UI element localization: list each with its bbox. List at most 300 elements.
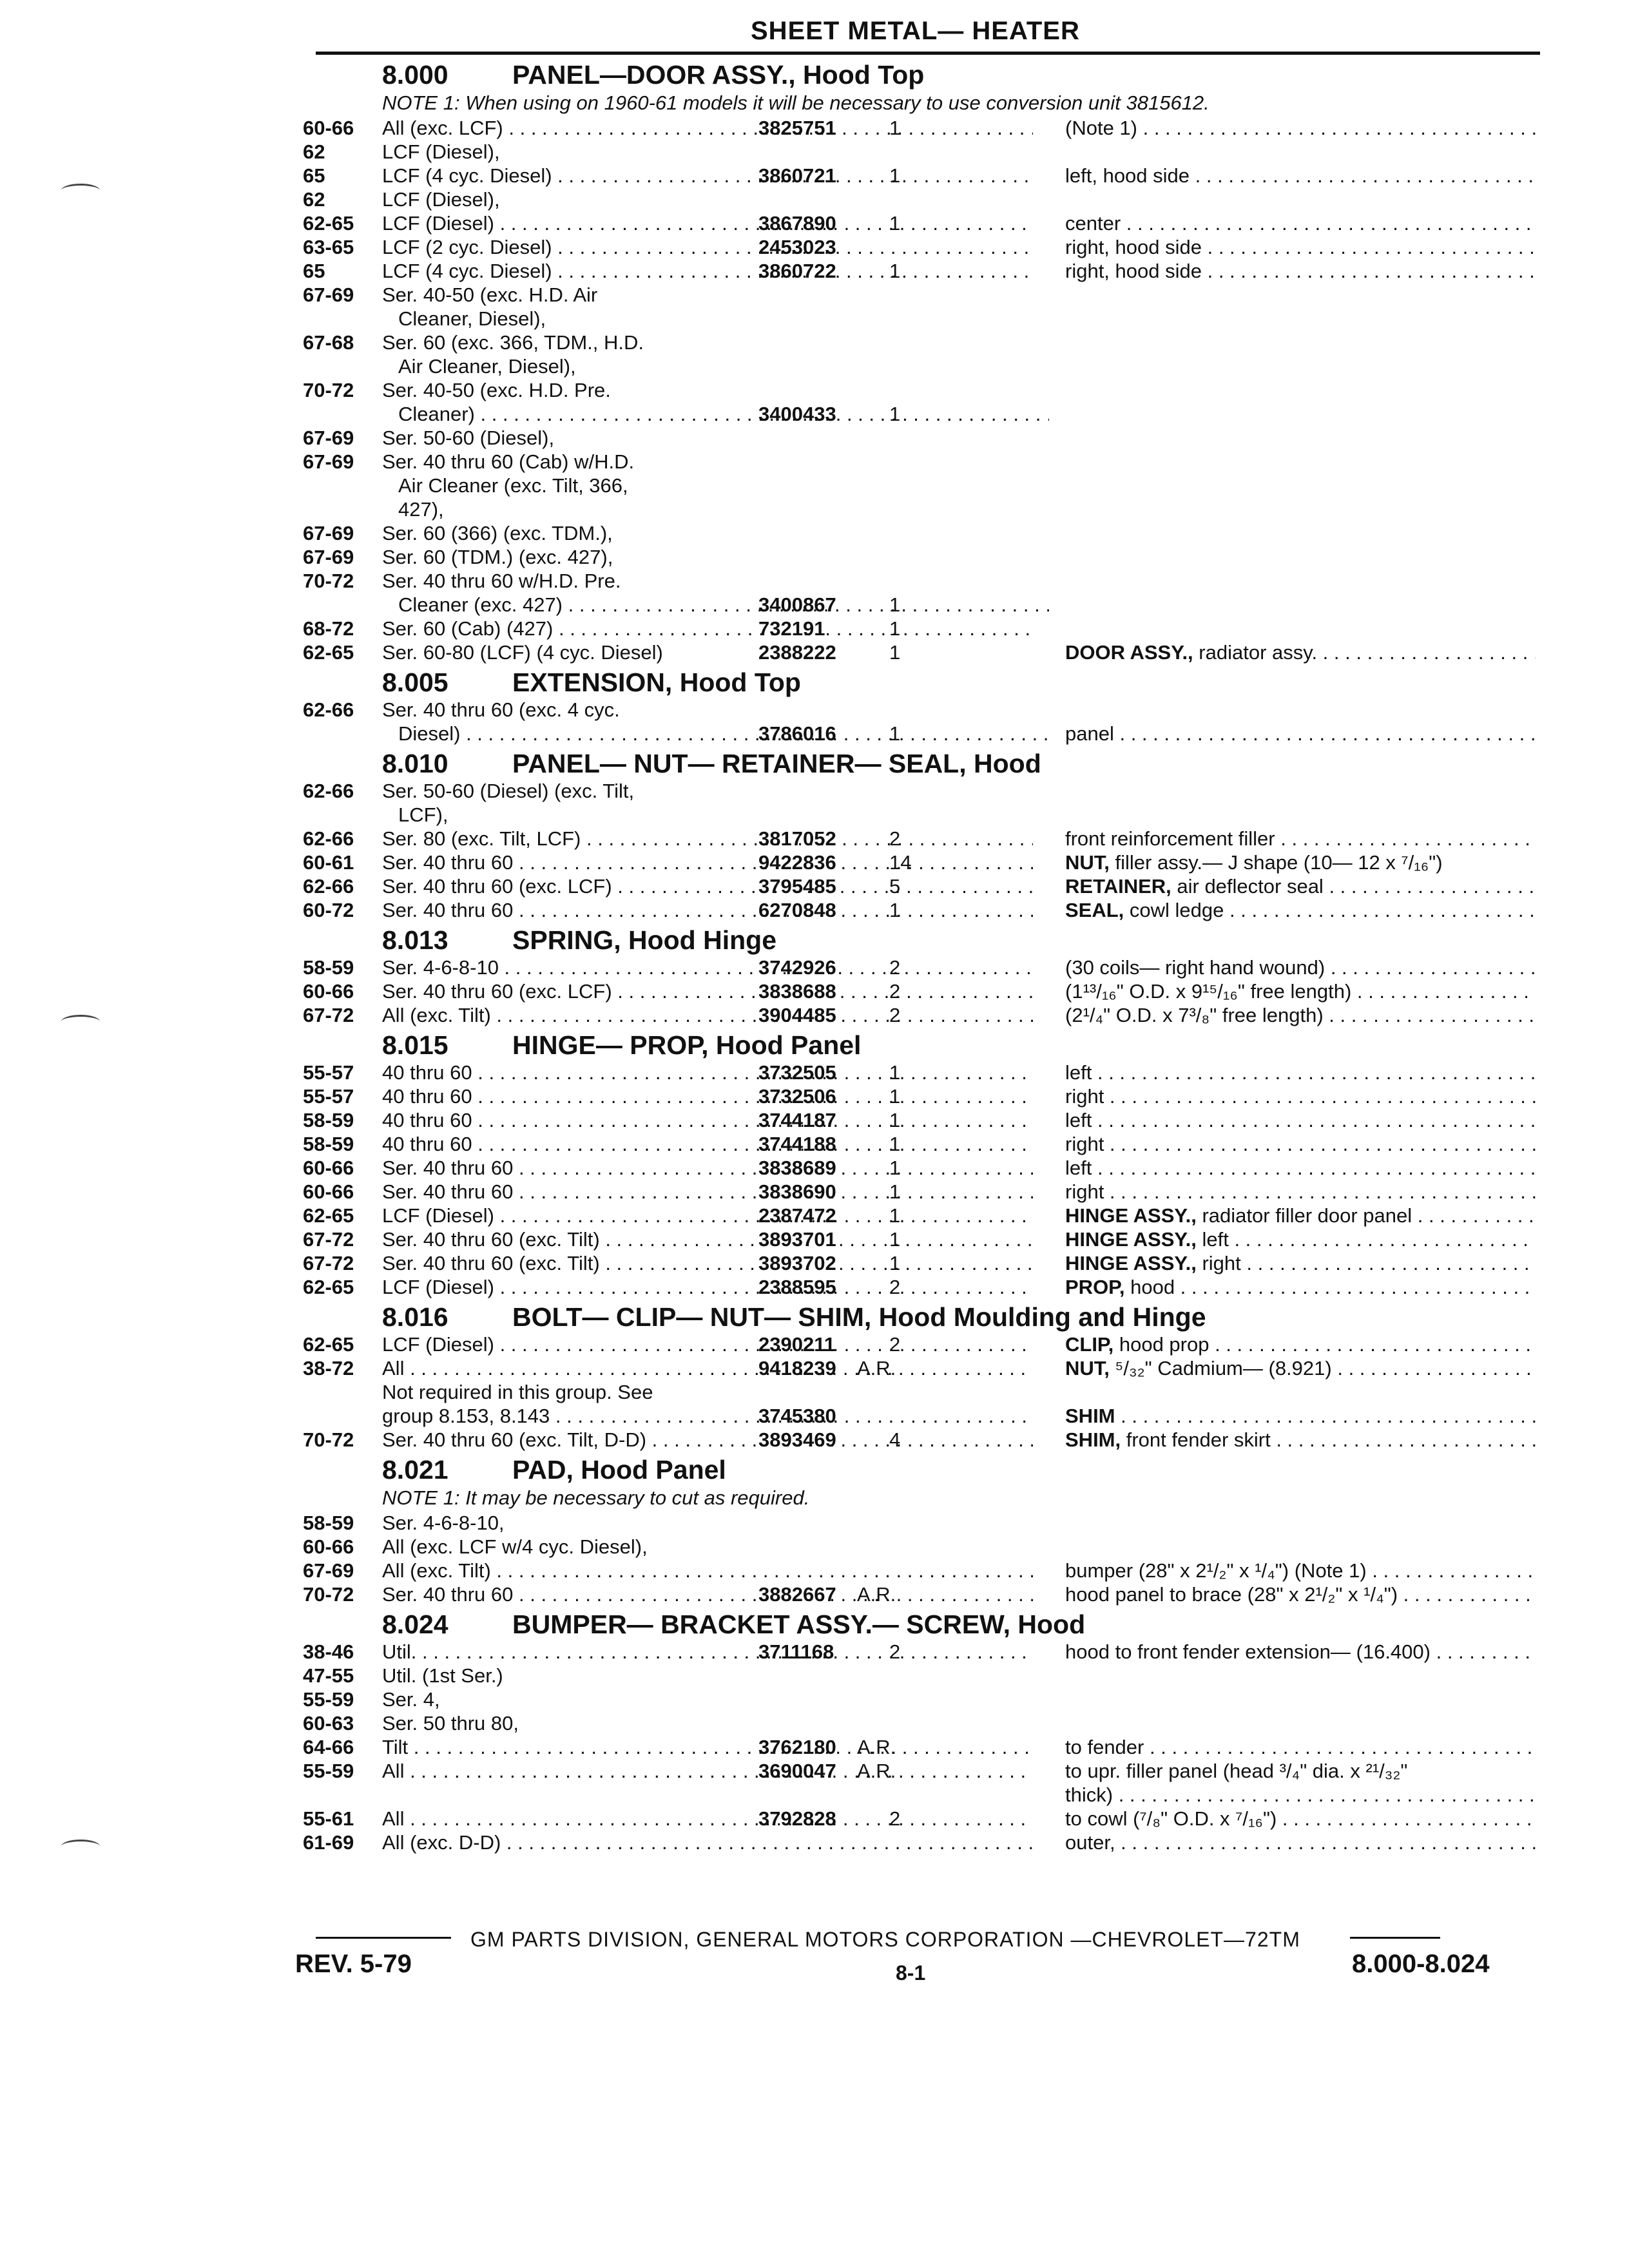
part-remark [1065, 1559, 1536, 1582]
application-description: Not required in this group. See [382, 1381, 653, 1403]
application-description: Ser. 40 thru 60 (Cab) w/H.D. [382, 450, 635, 473]
application-description: Ser. 40 thru 60 (exc. Tilt) . . . [382, 1251, 1033, 1275]
quantity: A.R. [857, 1760, 896, 1782]
table-row [303, 307, 1540, 331]
quantity: 1 [889, 1180, 901, 1203]
remark-text: to fender [1065, 1736, 1144, 1758]
table-row [303, 956, 1540, 979]
table-row [303, 593, 1540, 617]
part-remark [1065, 640, 1536, 664]
remark-text: right, hood side [1065, 260, 1202, 282]
table-row [303, 1084, 1540, 1108]
part-number: 3825751 [758, 117, 836, 139]
quantity: 2 [889, 1640, 901, 1663]
model-years: 55-59 [303, 1760, 354, 1782]
footer-rule-right [1350, 1937, 1440, 1939]
application-description: LCF (Diesel) . . . [382, 1204, 1033, 1227]
section-title: PAD, Hood Panel [512, 1455, 726, 1485]
section-number: 8.013 [382, 925, 448, 955]
remark-text: hood panel to brace (28" x 2¹/₂" x ¹/₄") [1065, 1583, 1398, 1606]
header-rule [316, 52, 1540, 55]
part-remark [1065, 956, 1536, 979]
application-description: LCF (4 cyc. Diesel) . . . [382, 164, 1033, 187]
part-name: CLIP, [1065, 1333, 1114, 1356]
model-years: 63-65 [303, 236, 354, 258]
model-years: 67-69 [303, 284, 354, 306]
part-number: 2388595 [758, 1276, 836, 1298]
table-row [303, 1003, 1540, 1027]
part-remark [1065, 1227, 1536, 1251]
parts-catalog [303, 57, 1540, 1854]
quantity: 1 [889, 260, 901, 282]
table-row [303, 1783, 1540, 1807]
part-name: NUT, [1065, 851, 1110, 874]
part-remark [1065, 1061, 1536, 1084]
table-row [303, 1582, 1540, 1606]
part-number: 9422836 [758, 851, 836, 874]
quantity: 1 [889, 899, 901, 921]
quantity: 1 [889, 403, 901, 425]
model-years: 62 [303, 140, 325, 163]
remark-text: left, hood side [1065, 164, 1190, 187]
model-years: 62-66 [303, 698, 354, 721]
model-years: 38-46 [303, 1640, 354, 1663]
section-note: NOTE 1: It may be necessary to cut as required. [382, 1486, 810, 1509]
part-number: 732191 [758, 617, 825, 640]
remark-text: radiator filler door panel [1196, 1204, 1412, 1227]
quantity: 1 [889, 1157, 901, 1179]
table-row [303, 164, 1540, 187]
part-remark [1065, 722, 1536, 745]
model-years: 60-66 [303, 980, 354, 1003]
application-description: Ser. 60 (366) (exc. TDM.), [382, 522, 613, 544]
remark-text: (1¹³/₁₆" O.D. x 9¹⁵/₁₆" free length) [1065, 980, 1352, 1003]
part-number: 2390211 [758, 1333, 835, 1356]
application-description: Ser. 40 thru 60 (exc. Tilt) . . . [382, 1227, 1033, 1251]
section-title: HINGE— PROP, Hood Panel [512, 1030, 862, 1060]
quantity: 1 [889, 617, 901, 640]
model-years: 70-72 [303, 379, 354, 401]
part-remark [1065, 1003, 1536, 1027]
quantity: A.R. [857, 1357, 896, 1379]
application-description: Ser. 50-60 (Diesel), [382, 427, 555, 449]
model-years: 58-59 [303, 1512, 354, 1534]
table-row [303, 1275, 1540, 1299]
table-row [303, 803, 1540, 827]
part-number: 3860722 [758, 260, 836, 282]
application-description: Cleaner) . . . [398, 402, 1049, 426]
model-years: 60-66 [303, 1180, 354, 1203]
table-row [303, 1807, 1540, 1831]
part-number: 3893469 [758, 1428, 836, 1451]
model-years: 60-61 [303, 851, 354, 874]
application-description: 40 thru 60 . . . [382, 1108, 1033, 1132]
remark-text: outer, [1065, 1831, 1115, 1854]
table-row [303, 140, 1540, 164]
model-years: 58-59 [303, 1133, 354, 1155]
model-years: 62-66 [303, 827, 354, 850]
remark-text: air deflector seal [1171, 875, 1324, 898]
model-years: 67-69 [303, 1559, 354, 1582]
footer-section-range: 8.000-8.024 [1352, 1950, 1490, 1978]
part-number: 3400867 [758, 593, 836, 616]
model-years: 55-59 [303, 1688, 354, 1711]
part-remark [1065, 164, 1536, 187]
model-years: 60-63 [303, 1712, 354, 1735]
table-row [303, 1831, 1540, 1854]
footer-corporation: GM PARTS DIVISION, GENERAL MOTORS CORPORATION —CHEVROLET—72TM [470, 1928, 1300, 1951]
table-row [303, 979, 1540, 1003]
application-description: Air Cleaner (exc. Tilt, 366, [398, 474, 628, 497]
remark-text: hood prop [1113, 1333, 1210, 1356]
model-years: 68-72 [303, 617, 354, 640]
table-row [303, 1380, 1540, 1404]
quantity: 2 [889, 1333, 901, 1356]
table-row [303, 779, 1540, 803]
model-years: 62-66 [303, 780, 354, 802]
quantity: 1 [889, 164, 901, 187]
part-remark [1065, 1356, 1536, 1380]
section-number: 8.010 [382, 749, 448, 778]
application-description: Ser. 40-50 (exc. H.D. Air [382, 284, 598, 306]
part-name: HINGE ASSY., [1065, 1228, 1197, 1251]
application-description: All . . . [382, 1807, 1033, 1831]
quantity: A.R. [857, 1736, 896, 1758]
table-row [303, 1180, 1540, 1204]
table-row [303, 1332, 1540, 1356]
part-remark [1065, 1332, 1536, 1356]
quantity: 5 [889, 875, 901, 898]
part-number: 3893702 [758, 1252, 836, 1274]
part-remark [1065, 235, 1536, 259]
quantity: 2 [889, 827, 901, 850]
part-remark [1065, 874, 1536, 898]
quantity: 14 [889, 851, 912, 874]
table-row [303, 116, 1540, 140]
model-years: 65 [303, 164, 325, 187]
part-number: 3711168 [758, 1640, 834, 1663]
table-row [303, 640, 1540, 664]
application-description: LCF (2 cyc. Diesel) . . . [382, 235, 1033, 259]
model-years: 61-69 [303, 1831, 354, 1854]
remark-text: (2¹/₄" O.D. x 7³/₈" free length) [1065, 1004, 1324, 1026]
model-years: 67-72 [303, 1004, 354, 1026]
part-remark [1065, 1084, 1536, 1108]
table-row [303, 1559, 1540, 1582]
remark-text: cowl ledge [1124, 899, 1224, 921]
remark-text: thick) [1065, 1783, 1113, 1806]
section-heading [303, 664, 1540, 698]
model-years: 60-66 [303, 1535, 354, 1558]
part-remark [1065, 1428, 1536, 1452]
table-row [303, 235, 1540, 259]
section-title: EXTENSION, Hood Top [512, 668, 801, 697]
section-title: SPRING, Hood Hinge [512, 925, 776, 955]
part-remark [1065, 1275, 1536, 1299]
model-years: 60-66 [303, 117, 354, 139]
model-years: 67-72 [303, 1252, 354, 1274]
application-description: Util. (1st Ser.) [382, 1664, 503, 1687]
remark-text: radiator assy. [1193, 641, 1318, 664]
binder-hole-mark [61, 1015, 100, 1028]
model-years: 62-66 [303, 875, 354, 898]
section-number: 8.021 [382, 1455, 448, 1485]
section-title: BUMPER— BRACKET ASSY.— SCREW, Hood [512, 1610, 1086, 1639]
part-number: 3786016 [758, 722, 836, 745]
part-name: SHIM [1065, 1405, 1115, 1427]
model-years: 70-72 [303, 570, 354, 592]
part-remark [1065, 1180, 1536, 1204]
table-row [303, 1759, 1540, 1783]
part-remark [1065, 1132, 1536, 1156]
part-number: 3838690 [758, 1180, 836, 1203]
remark-text: filler assy.— J shape (10— 12 x ⁷/₁₆") [1109, 851, 1443, 874]
application-description: Diesel) . . . [398, 722, 1049, 745]
application-description: Ser. 4-6-8-10, [382, 1512, 505, 1534]
table-row [303, 1251, 1540, 1275]
part-name: HINGE ASSY., [1065, 1252, 1197, 1274]
part-number: 3838689 [758, 1157, 836, 1179]
model-years: 60-66 [303, 1157, 354, 1179]
quantity: 2 [889, 1004, 901, 1026]
part-remark [1065, 979, 1536, 1003]
table-row [303, 1711, 1540, 1735]
application-description: Ser. 40 thru 60 (exc. 4 cyc. [382, 698, 620, 721]
section-title: BOLT— CLIP— NUT— SHIM, Hood Moulding and Hinge [512, 1302, 1206, 1332]
table-row [303, 521, 1540, 545]
table-row [303, 378, 1540, 402]
section-note: NOTE 1: When using on 1960-61 models it will be necessary to use conversion unit 3815612. [382, 91, 1210, 114]
table-row [303, 283, 1540, 307]
part-name: SHIM, [1065, 1428, 1121, 1451]
table-row [303, 698, 1540, 722]
part-number: 3860721 [758, 164, 836, 187]
model-years: 62-65 [303, 1333, 354, 1356]
application-description: Ser. 80 (exc. Tilt, LCF) . . . [382, 827, 1033, 850]
remark-text: right [1196, 1252, 1241, 1274]
section-heading [303, 1299, 1540, 1332]
remark-text: center [1065, 212, 1121, 235]
table-row [303, 1664, 1540, 1687]
model-years: 67-68 [303, 331, 354, 354]
quantity: 1 [889, 212, 901, 235]
application-description: Ser. 40 thru 60 (exc. Tilt, D-D) . . . [382, 1428, 1033, 1452]
application-description: Ser. 40 thru 60 (exc. LCF) . . . [382, 874, 1033, 898]
table-row [303, 211, 1540, 235]
remark-text: left [1196, 1228, 1229, 1251]
remark-text: panel [1065, 722, 1114, 745]
application-description: Ser. 40 thru 60 . . . [382, 1582, 1033, 1606]
section-heading [303, 1027, 1540, 1061]
application-description: LCF (Diesel), [382, 188, 500, 211]
part-number: 3838688 [758, 980, 836, 1003]
remark-text: right [1065, 1180, 1104, 1203]
part-remark [1065, 1831, 1536, 1854]
application-description: Ser. 40 thru 60 . . . [382, 1180, 1033, 1204]
part-remark [1065, 898, 1536, 922]
model-years: 58-59 [303, 1109, 354, 1131]
model-years: 70-72 [303, 1428, 354, 1451]
table-row [303, 850, 1540, 874]
part-number: 3690047 [758, 1760, 836, 1782]
application-description: All (exc. Tilt) . . . [382, 1003, 1033, 1027]
application-description: Ser. 50-60 (Diesel) (exc. Tilt, [382, 780, 635, 802]
part-remark [1065, 1640, 1536, 1664]
model-years: 38-72 [303, 1357, 354, 1379]
application-description: group 8.153, 8.143 . . . [382, 1404, 1033, 1428]
part-number: 3745380 [758, 1405, 836, 1427]
quantity: A.R. [857, 1583, 896, 1606]
section-heading [303, 1452, 1540, 1485]
model-years: 55-57 [303, 1085, 354, 1108]
remark-text: left [1065, 1157, 1092, 1179]
table-row [303, 569, 1540, 593]
part-remark [1065, 1204, 1536, 1227]
application-description: 40 thru 60 . . . [382, 1084, 1033, 1108]
quantity: 1 [889, 1061, 901, 1084]
table-row [303, 1061, 1540, 1084]
remark-text: (Note 1) [1065, 117, 1137, 139]
remark-text: right [1065, 1085, 1104, 1108]
application-description: Ser. 40 thru 60 . . . [382, 1156, 1033, 1180]
footer-rule-left [316, 1937, 451, 1939]
table-row [303, 617, 1540, 640]
application-description: Ser. 40 thru 60 w/H.D. Pre. [382, 570, 621, 592]
application-description: All . . . [382, 1356, 1033, 1380]
page-title: SHEET METAL— HEATER [751, 17, 1080, 45]
application-description: Tilt . . . [382, 1735, 1033, 1759]
application-description: LCF), [398, 803, 448, 826]
application-description: Ser. 60 (TDM.) (exc. 427), [382, 546, 613, 568]
part-number: 3732505 [758, 1061, 836, 1084]
table-row [303, 474, 1540, 497]
part-remark [1065, 1783, 1536, 1807]
quantity: 2 [889, 1276, 901, 1298]
binder-hole-mark [61, 1840, 100, 1853]
model-years: 67-69 [303, 522, 354, 544]
binder-hole-mark [61, 184, 100, 197]
footer-page-number: 8-1 [896, 1961, 926, 1984]
remark-text: bumper (28" x 2¹/₂" x ¹/₄") (Note 1) [1065, 1559, 1367, 1582]
model-years: 62 [303, 188, 325, 211]
part-name: NUT, [1065, 1357, 1110, 1379]
application-description: LCF (4 cyc. Diesel) . . . [382, 259, 1033, 283]
table-row [303, 874, 1540, 898]
quantity: 1 [889, 1252, 901, 1274]
table-row [303, 1511, 1540, 1535]
remark-text: hood to front fender extension— (16.400) [1065, 1640, 1431, 1663]
quantity: 1 [889, 722, 901, 745]
model-years: 67-69 [303, 427, 354, 449]
remark-text: ⁵/₃₂" Cadmium— (8.921) [1109, 1357, 1332, 1379]
application-description: LCF (Diesel) . . . [382, 211, 1033, 235]
remark-text: right, hood side [1065, 236, 1202, 258]
quantity: 1 [889, 641, 901, 664]
section-heading [303, 922, 1540, 956]
table-row [303, 259, 1540, 283]
part-number: 3744187 [758, 1109, 836, 1131]
section-heading [303, 1606, 1540, 1640]
application-description: Ser. 40-50 (exc. H.D. Pre. [382, 379, 611, 401]
application-description: All . . . [382, 1759, 1033, 1783]
part-remark [1065, 1156, 1536, 1180]
section-heading [303, 745, 1540, 779]
model-years: 55-61 [303, 1807, 354, 1830]
application-description: Ser. 60 (exc. 366, TDM., H.D. [382, 331, 644, 354]
quantity: 2 [889, 980, 901, 1003]
part-remark [1065, 827, 1536, 850]
part-remark [1065, 259, 1536, 283]
part-name: DOOR ASSY., [1065, 641, 1193, 664]
table-row [303, 331, 1540, 354]
section-number: 8.015 [382, 1030, 448, 1060]
quantity: 2 [889, 956, 901, 979]
table-row [303, 1356, 1540, 1380]
application-description: Air Cleaner, Diesel), [398, 355, 576, 378]
table-row [303, 1132, 1540, 1156]
part-name: SEAL, [1065, 899, 1124, 921]
part-remark [1065, 116, 1536, 140]
part-remark [1065, 1404, 1536, 1428]
part-number: 3732506 [758, 1085, 836, 1108]
section-number: 8.024 [382, 1610, 448, 1639]
model-years: 64-66 [303, 1736, 354, 1758]
footer-revision: REV. 5-79 [295, 1950, 412, 1978]
part-number: 3400433 [758, 403, 836, 425]
application-description: 427), [398, 498, 444, 521]
section-number: 8.000 [382, 60, 448, 90]
table-row [303, 354, 1540, 378]
table-row [303, 1687, 1540, 1711]
table-row [303, 1428, 1540, 1452]
section-title: PANEL—DOOR ASSY., Hood Top [512, 60, 925, 90]
model-years: 62-65 [303, 1276, 354, 1298]
quantity: 4 [889, 1428, 901, 1451]
part-number: 2387472 [758, 1204, 836, 1227]
remark-text: to cowl (⁷/₈" O.D. x ⁷/₁₆") [1065, 1807, 1277, 1830]
model-years: 62-65 [303, 1204, 354, 1227]
part-remark [1065, 211, 1536, 235]
part-number: 2453023 [758, 236, 836, 258]
application-description: Ser. 60 (Cab) (427) . . . [382, 617, 1033, 640]
application-description: All (exc. LCF w/4 cyc. Diesel), [382, 1535, 648, 1558]
table-row [303, 722, 1540, 745]
part-remark [1065, 1582, 1536, 1606]
application-description: Cleaner, Diesel), [398, 307, 546, 330]
model-years: 67-69 [303, 546, 354, 568]
application-description: Util. . . . [382, 1640, 1033, 1664]
part-number: 3882667 [758, 1583, 836, 1606]
part-remark [1065, 1108, 1536, 1132]
part-remark [1065, 1807, 1536, 1831]
quantity: 1 [889, 117, 901, 139]
section-number: 8.016 [382, 1302, 448, 1332]
section-heading [303, 57, 1540, 90]
model-years: 67-69 [303, 450, 354, 473]
part-name: HINGE ASSY., [1065, 1204, 1197, 1227]
remark-text: left [1065, 1061, 1092, 1084]
model-years: 62-65 [303, 641, 354, 664]
table-row [303, 1404, 1540, 1428]
part-number: 3904485 [758, 1004, 836, 1026]
quantity: 1 [889, 593, 901, 616]
part-number: 3867890 [758, 212, 836, 235]
model-years: 60-72 [303, 899, 354, 921]
application-description: Ser. 50 thru 80, [382, 1712, 519, 1735]
part-name: PROP, [1065, 1276, 1125, 1298]
model-years: 67-72 [303, 1228, 354, 1251]
table-row [303, 1156, 1540, 1180]
